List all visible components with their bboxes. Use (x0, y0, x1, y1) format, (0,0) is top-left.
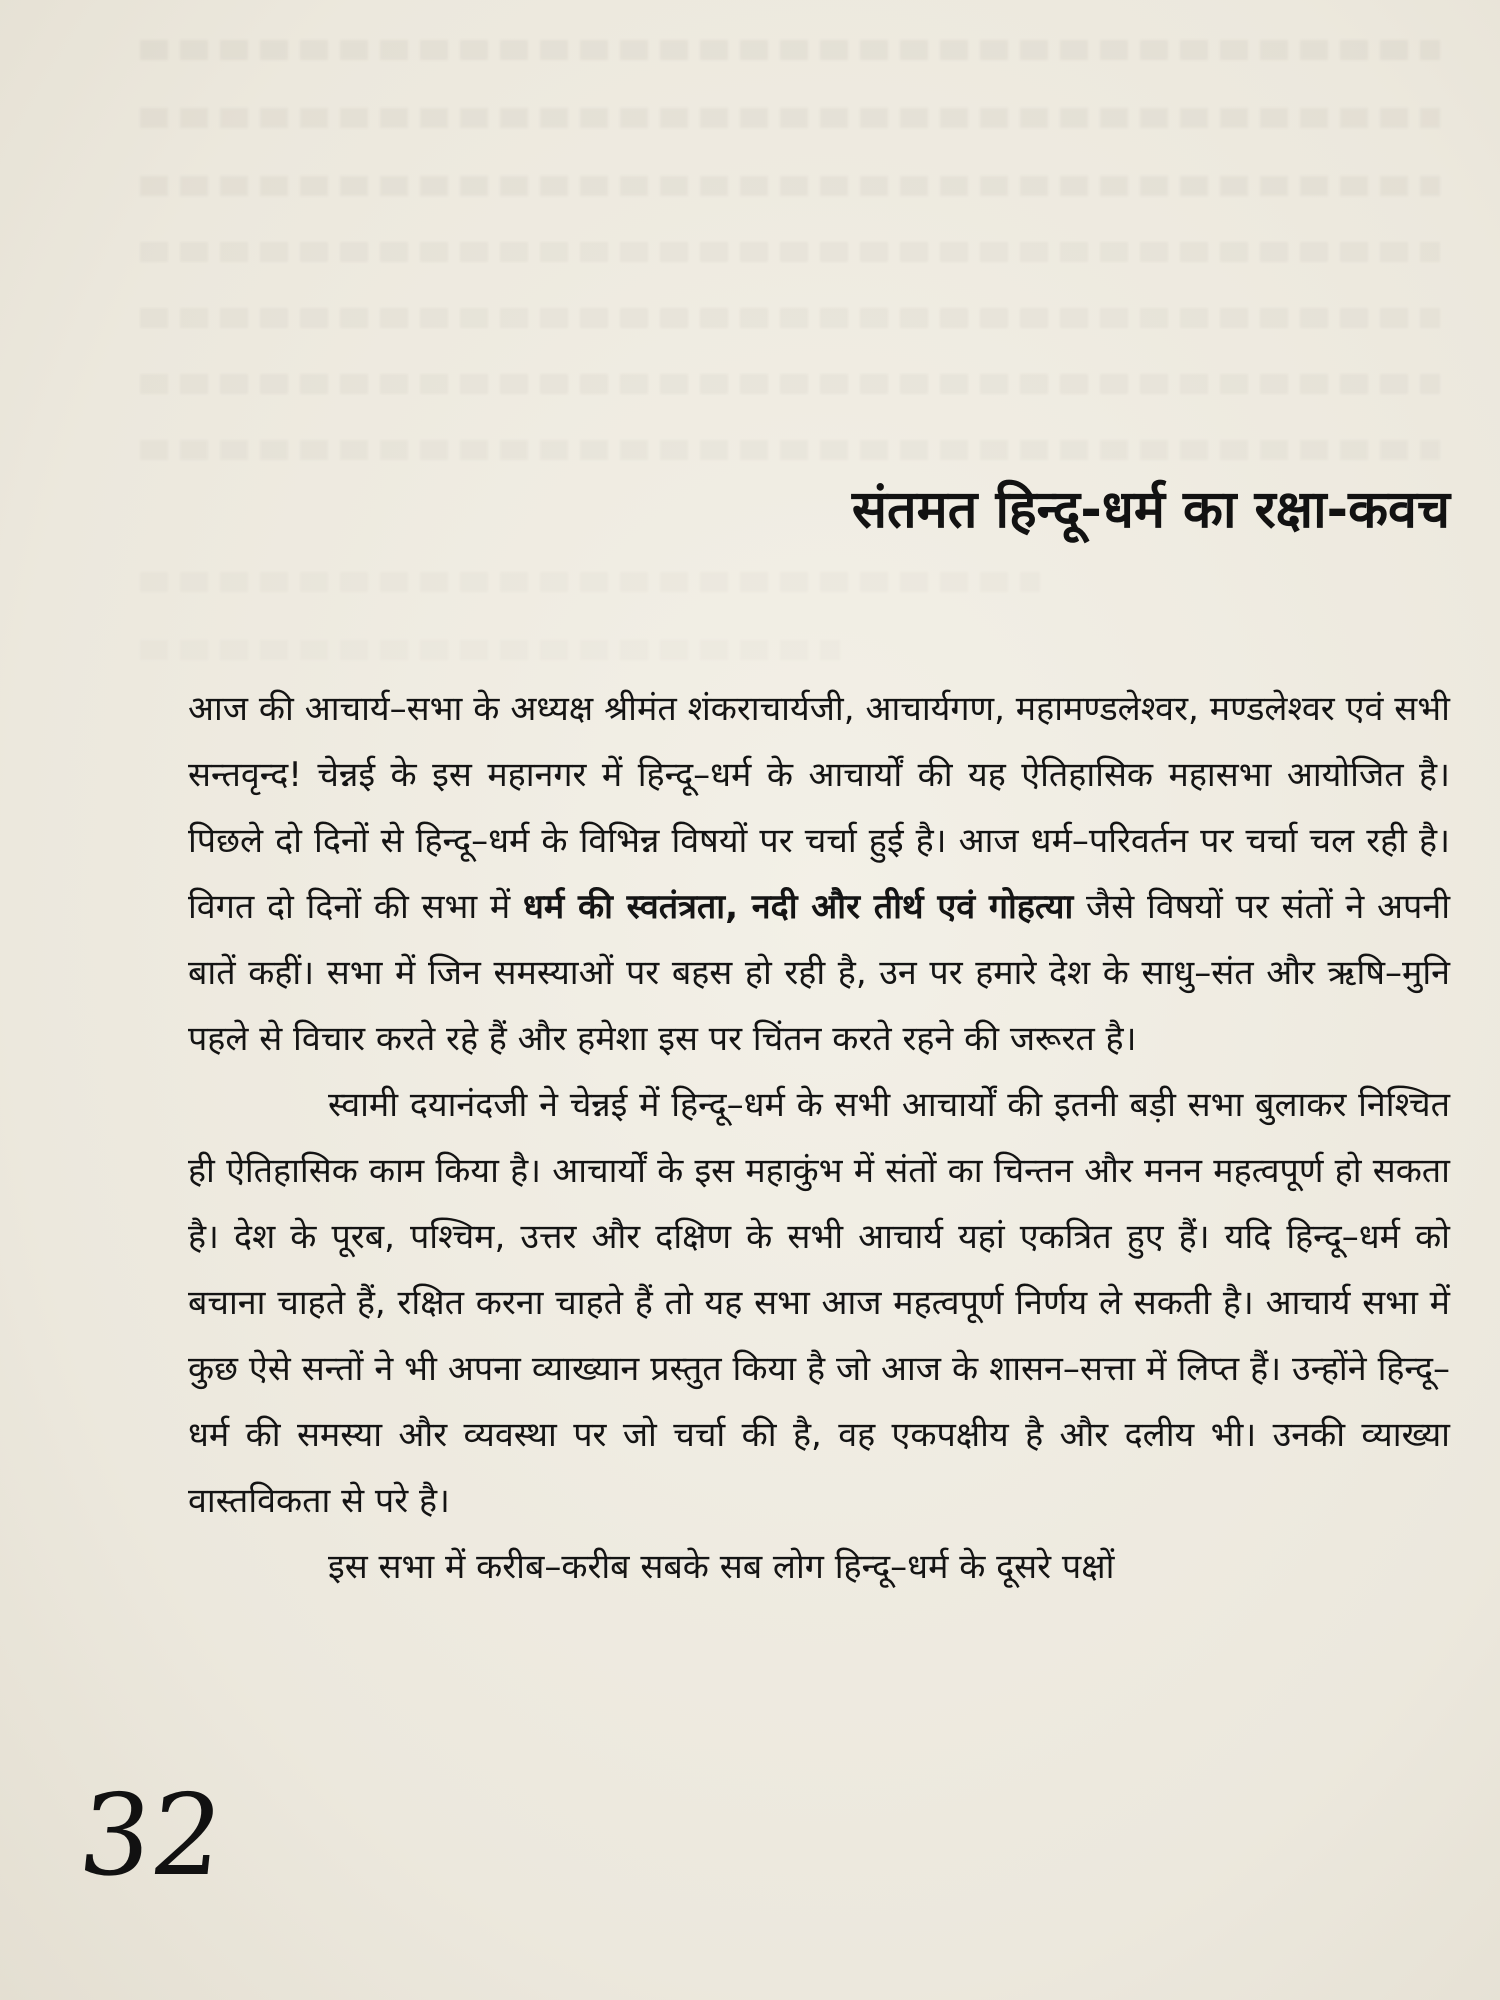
bleed-through-line (140, 176, 1440, 196)
paragraph-text: जैसे विषयों पर संतों ने अपनी बातें कहीं। सभा में जिन समस्याओं पर बहस हो रही है, उन पर हमारे देश के साधु–संत और ऋषि–मुनि पहले से विचार करते रहे हैं और हमेशा इस पर चिंतन करते रहने की जरूरत है। (188, 887, 1450, 1059)
bleed-through-line (140, 108, 1440, 128)
paragraph: स्वामी दयानंदजी ने चेन्नई में हिन्दू–धर्म के सभी आचार्यों की इतनी बड़ी सभा बुलाकर निश्चित ही ऐतिहासिक काम किया है। आचार्यों के इस महाकुंभ में संतों का चिन्तन और मनन महत्वपूर्ण हो सकता है। देश के पूरब, पश्चिम, उत्तर और दक्षिण के सभी आचार्य यहां एकत्रित हुए हैं। यदि हिन्दू–धर्म को बचाना चाहते हैं, रक्षित करना चाहते हैं तो यह सभा आज महत्वपूर्ण निर्णय ले सकती है। आचार्य सभा में कुछ ऐसे सन्तों ने भी अपना व्याख्यान प्रस्तुत किया है जो आज के शासन–सत्ता में लिप्त हैं। उन्होंने हिन्दू–धर्म की समस्या और व्यवस्था पर जो चर्चा की है, वह एकपक्षीय है और दलीय भी। उनकी व्याख्या वास्तविकता से परे है। (188, 1085, 1450, 1521)
bleed-through-line (140, 242, 1440, 262)
bleed-through-line (140, 572, 1040, 592)
paragraph-text: आज की आचार्य–सभा के अध्यक्ष श्रीमंत शंकराचार्यजी, आचार्यगण, महामण्डलेश्वर, मण्डलेश्वर एवं सभी सन्तवृन्द! चेन्नई के इस महानगर में हिन्दू–धर्म के आचार्यों की यह ऐतिहासिक महासभा आयोजित है। पिछले दो दिनों से हिन्दू–धर्म के विभिन्न विषयों पर चर्चा हुई है। आज धर्म–परिवर्तन पर चर्चा चल रही है। विगत दो दिनों की सभा में (188, 689, 1450, 927)
body-text (188, 676, 1450, 1600)
bleed-through-line (140, 308, 1440, 328)
bleed-through-line (140, 440, 1440, 460)
bleed-through-line (140, 374, 1440, 394)
bleed-through-line (140, 640, 840, 660)
paragraph (188, 676, 1450, 1072)
paragraph: इस सभा में करीब–करीब सबके सब लोग हिन्दू–धर्म के दूसरे पक्षों (328, 1547, 1115, 1587)
emphasized-text: धर्म की स्वतंत्रता, नदी और तीर्थ एवं गोहत्या (522, 887, 1074, 927)
chapter-title: संतमत हिन्दू-धर्म का रक्षा-कवच (851, 480, 1450, 540)
page-number: 32 (73, 1771, 230, 1901)
bleed-through-line (140, 40, 1440, 60)
